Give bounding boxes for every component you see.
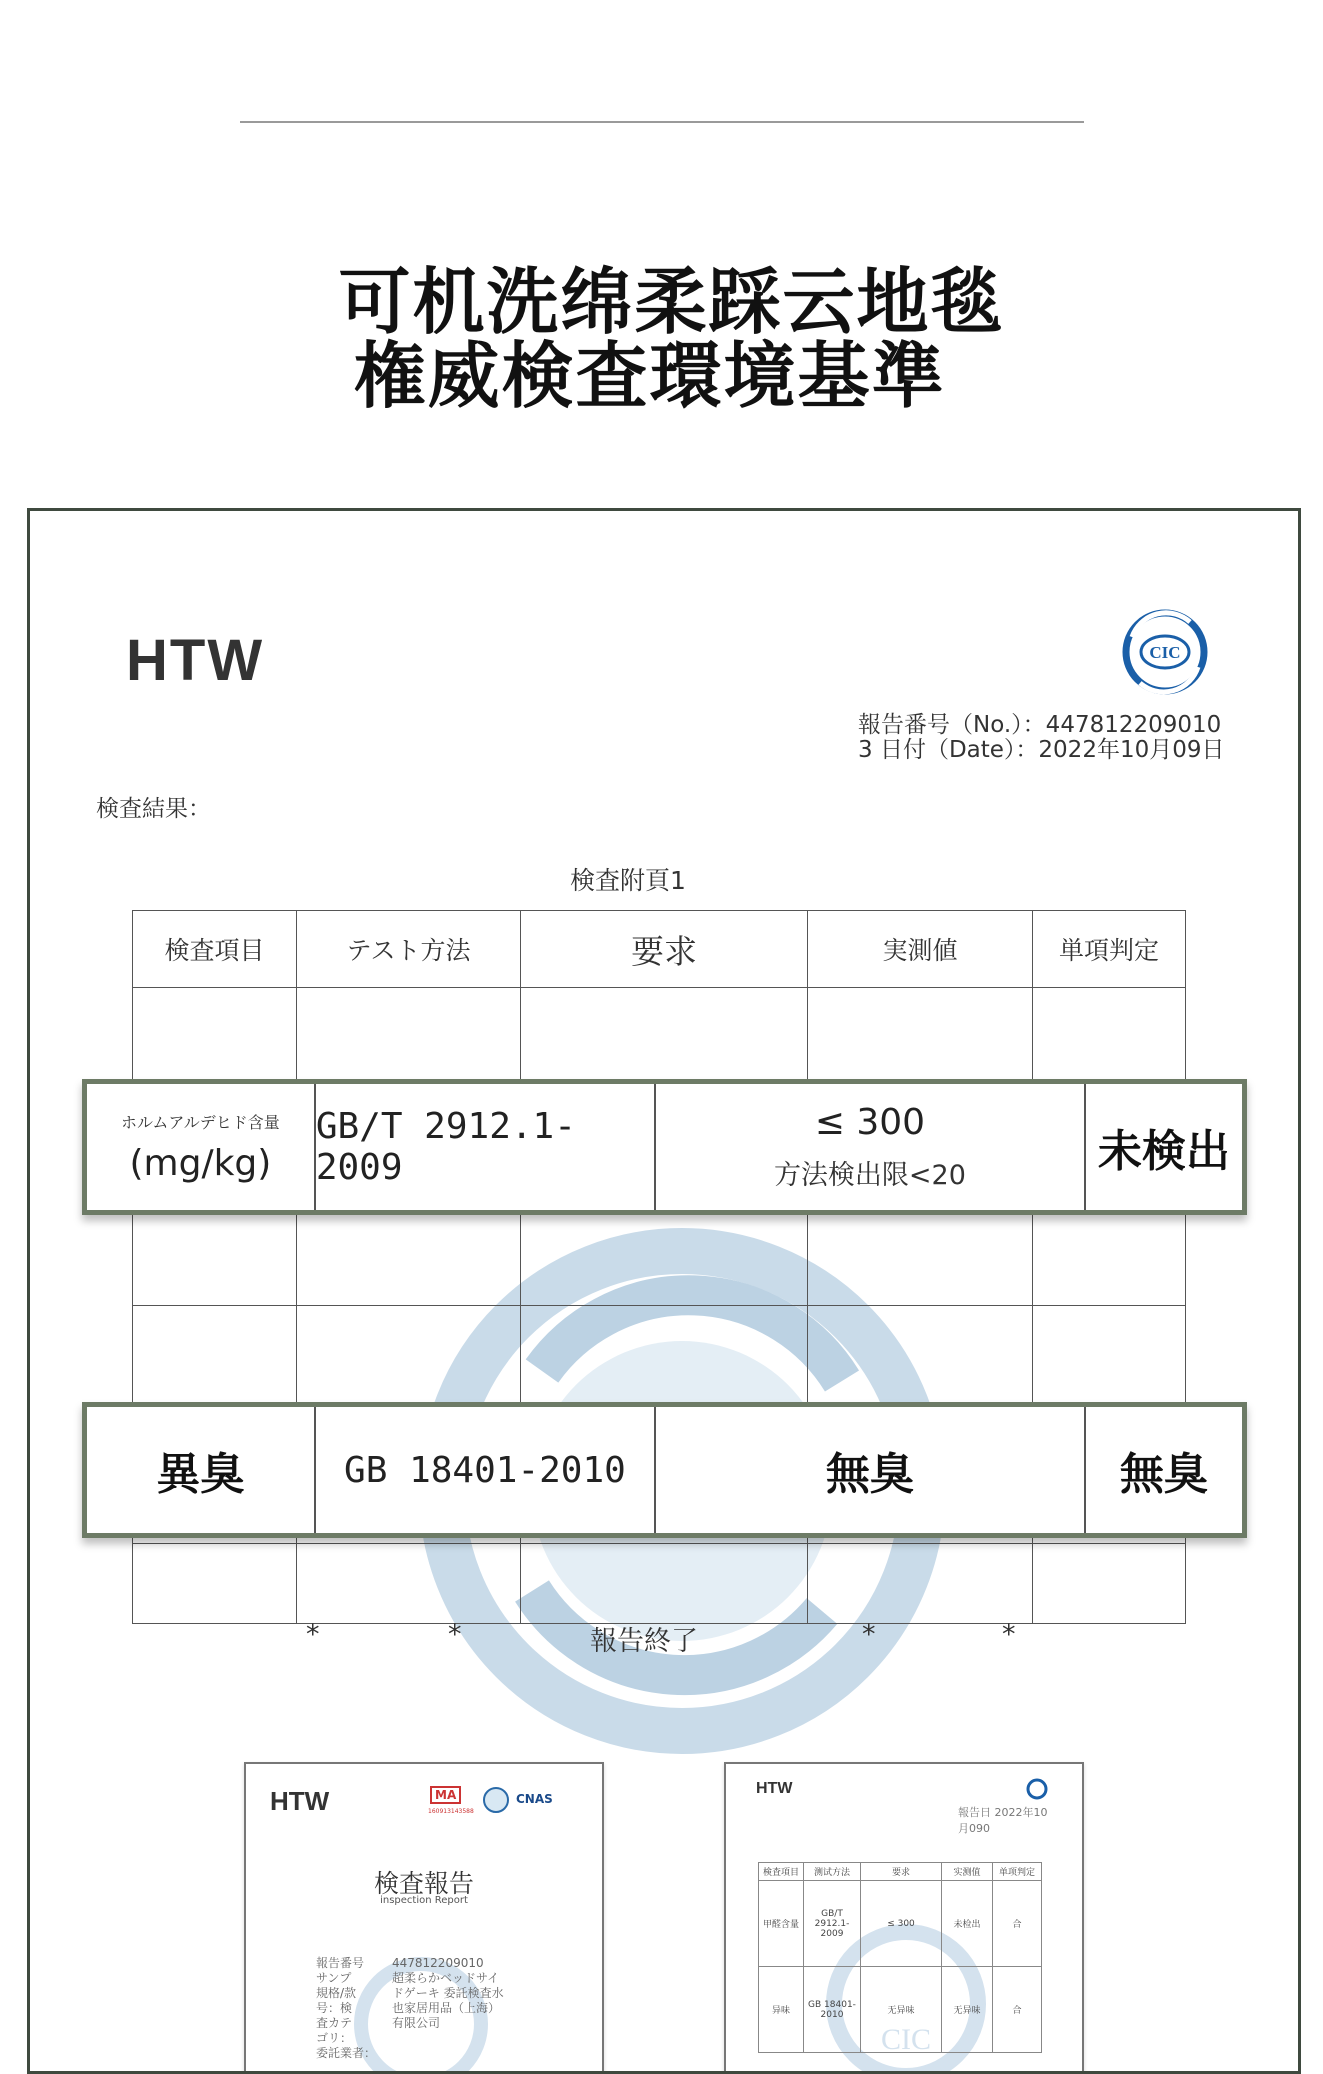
formaldehyde-item: ホルムアルデヒド含量: [121, 1113, 280, 1132]
ma-number: 160913143588: [428, 1808, 474, 1815]
thumb-htw-logo: HTW: [270, 1786, 330, 1816]
thumb-cic-icon: [1026, 1778, 1048, 1800]
end-of-report: 報告終了: [590, 1626, 698, 1657]
mini-cell: 未检出: [942, 1881, 993, 1967]
result-label: 検査結果：: [96, 796, 211, 822]
field-label: 委託業者：: [316, 2046, 377, 2060]
odor-method-cell: [316, 1407, 656, 1533]
field-label: ゴリ：: [316, 2031, 353, 2045]
formaldehyde-unit: (mg/kg): [129, 1143, 272, 1184]
htw-logo: HTW: [126, 628, 265, 693]
odor-method: GB 18401-2010: [344, 1449, 626, 1491]
formaldehyde-verdict-cell: [1086, 1084, 1242, 1210]
thumb-cover-field-labels: [316, 1956, 376, 2061]
mini-header: 検査項目: [759, 1863, 804, 1881]
header-method: テスト方法: [297, 911, 521, 988]
odor-verdict-cell: [1086, 1407, 1242, 1533]
cnas-logo: CNAS: [516, 1792, 553, 1806]
formaldehyde-method-cell: [316, 1084, 656, 1210]
field-label: サンプ: [316, 1971, 352, 1985]
formaldehyde-requirement-cell: [656, 1084, 1086, 1210]
mini-header: 实测值: [942, 1863, 993, 1881]
table-row: [133, 988, 1186, 1082]
report-meta: [858, 713, 1224, 763]
top-divider: [240, 121, 1084, 123]
mini-header: 要求: [861, 1863, 942, 1881]
mini-cell: GB/T 2912.1-2009: [804, 1881, 861, 1967]
mini-cell: 无异味: [861, 1967, 942, 2053]
mini-header: 单项判定: [993, 1863, 1042, 1881]
odor-verdict: 無臭: [1119, 1449, 1208, 1500]
formaldehyde-requirement: ≤ 300: [814, 1102, 926, 1143]
table-row: [133, 1212, 1186, 1306]
thumb-htw-logo: HTW: [756, 1780, 793, 1797]
end-star: *: [306, 1619, 320, 1650]
end-star: *: [862, 1619, 876, 1650]
formaldehyde-verdict: 未検出: [1097, 1126, 1230, 1177]
field-value: 也家居用品（上海）: [392, 2001, 501, 2015]
mini-cell: 异味: [759, 1967, 804, 2053]
odor-measured-cell: [656, 1407, 1086, 1533]
odor-item: 異臭: [156, 1449, 245, 1500]
table-header-row: [133, 911, 1186, 988]
table-row: [133, 1544, 1186, 1624]
odor-measured: 無臭: [825, 1449, 914, 1500]
field-label: 規格/款: [316, 1986, 357, 2000]
formaldehyde-method: GB/T 2912.1-2009: [315, 1106, 576, 1188]
thumb-cover-field-values: [392, 1956, 504, 2031]
mini-header: 测试方法: [804, 1863, 861, 1881]
field-value: 447812209010: [392, 1956, 484, 1970]
test-report-page: [27, 508, 1301, 2074]
odor-item-cell: [87, 1407, 316, 1533]
field-value: 超柔らかベッドサイ: [392, 1971, 500, 1985]
thumb-results-table: [758, 1862, 1042, 2053]
table-row: [133, 1306, 1186, 1404]
mini-cell: ≤ 300: [861, 1881, 942, 1967]
end-star: *: [1002, 1619, 1016, 1650]
headline-line-1: 可机洗绵柔踩云地毯: [338, 260, 1005, 344]
mini-cell: 合: [993, 1881, 1042, 1967]
mini-cell: 无异味: [942, 1967, 993, 2053]
header-verdict: 単項判定: [1033, 911, 1186, 988]
cic-logo-text: CIC: [1149, 643, 1181, 662]
ilac-mra-icon: [482, 1786, 510, 1814]
thumb-appendix-date: 報告日 2022年10月090: [958, 1806, 1048, 1835]
field-value: ドゲーキ 委託検査水: [392, 1986, 504, 2000]
end-star: *: [448, 1619, 462, 1650]
field-value: 有限公司: [392, 2016, 441, 2030]
formaldehyde-item-cell: [87, 1084, 316, 1210]
thumb-cover-subtitle: inspection Report: [380, 1895, 468, 1906]
mini-cell: GB 18401-2010: [804, 1967, 861, 2053]
highlight-row-odor: [82, 1402, 1247, 1538]
thumb-cic-text: CIC: [880, 2023, 932, 2056]
report-cover-thumbnail[interactable]: [244, 1762, 604, 2074]
report-number: 報告番号（No.）：447812209010: [858, 712, 1222, 738]
appendix-title: 検査附頁1: [570, 866, 686, 895]
field-label: 報告番号: [316, 1956, 365, 1970]
headline-line-2: 権威検査環境基準: [353, 334, 946, 418]
header-requirement: 要求: [521, 911, 808, 988]
mini-cell: 合: [993, 1967, 1042, 2053]
ma-stamp-icon: MA: [430, 1786, 461, 1804]
thumb-cover-title: 検査報告: [373, 1869, 474, 1898]
field-label: 号：検: [316, 2001, 353, 2015]
header-item: 検査項目: [133, 911, 297, 988]
report-appendix-thumbnail[interactable]: [724, 1762, 1084, 2074]
header-measured: 実測値: [808, 911, 1033, 988]
cic-logo-icon: [1120, 607, 1210, 697]
report-date: 3 日付（Date）：2022年10月09日: [858, 737, 1225, 763]
field-label: 査カテ: [316, 2016, 353, 2030]
formaldehyde-detection-limit: 方法検出限<20: [773, 1160, 966, 1191]
mini-cell: 甲醛含量: [759, 1881, 804, 1967]
highlight-row-formaldehyde: [82, 1079, 1247, 1215]
